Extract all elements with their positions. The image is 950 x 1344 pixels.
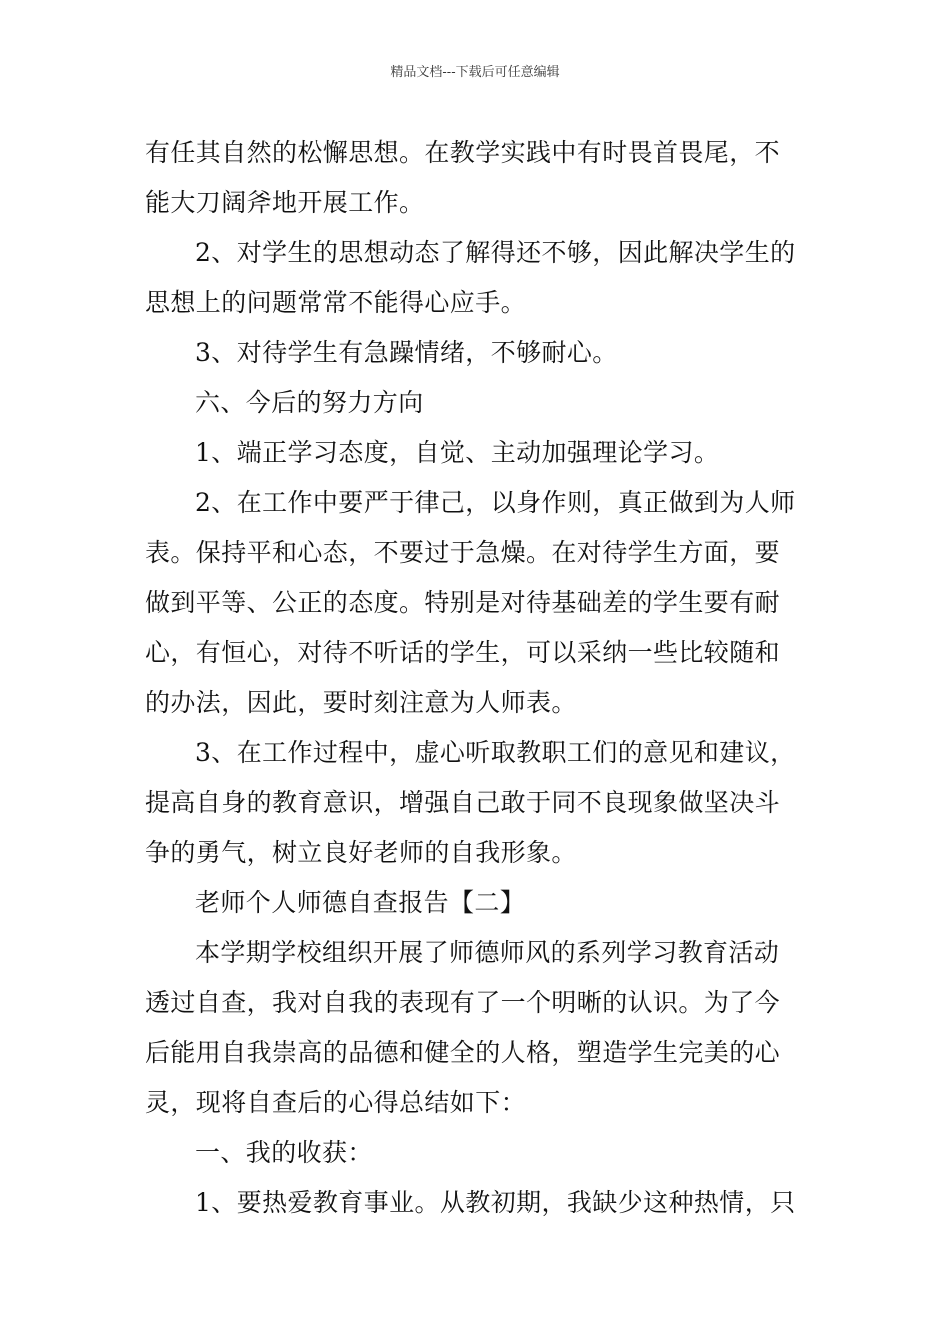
- text-line: 3、在工作过程中，虚心听取教职工们的意见和建议，: [195, 738, 796, 767]
- text-line: 本学期学校组织开展了师德师风的系列学习教育活动: [195, 938, 780, 967]
- text-line: 做到平等、公正的态度。特别是对待基础差的学生要有耐: [145, 588, 781, 617]
- text-line: 灵，现将自查后的心得总结如下：: [145, 1088, 527, 1117]
- text-line: 一、我的收获：: [195, 1138, 373, 1167]
- text-line: 1、端正学习态度，自觉、主动加强理论学习。: [195, 438, 720, 467]
- text-line: 3、对待学生有急躁情绪，不够耐心。: [195, 338, 618, 367]
- text-line: 的办法，因此，要时刻注意为人师表。: [145, 688, 577, 717]
- text-line: 老师个人师德自查报告【二】: [195, 888, 526, 917]
- text-line: 1、要热爱教育事业。从教初期，我缺少这种热情，只: [195, 1188, 796, 1217]
- text-line: 后能用自我崇高的品德和健全的人格，塑造学生完美的心: [145, 1038, 781, 1067]
- text-line: 争的勇气，树立良好老师的自我形象。: [145, 838, 577, 867]
- text-line: 有任其自然的松懈思想。在教学实践中有时畏首畏尾，不: [145, 138, 781, 167]
- text-line: 2、在工作中要严于律己，以身作则，真正做到为人师: [195, 488, 796, 517]
- text-line: 思想上的问题常常不能得心应手。: [145, 288, 527, 317]
- text-line: 能大刀阔斧地开展工作。: [145, 188, 425, 217]
- text-line: 心，有恒心，对待不听话的学生，可以采纳一些比较随和: [145, 638, 781, 667]
- text-line: 2、对学生的思想动态了解得还不够，因此解决学生的: [195, 238, 796, 267]
- text-line: 透过自查，我对自我的表现有了一个明晰的认识。为了今: [145, 988, 781, 1017]
- text-line: 六、今后的努力方向: [195, 388, 424, 417]
- document-body: [145, 128, 807, 1228]
- text-line: 提高自身的教育意识，增强自己敢于同不良现象做坚决斗: [145, 788, 781, 817]
- text-line: 表。保持平和心态，不要过于急燥。在对待学生方面，要: [145, 538, 781, 567]
- page-header: 精品文档---下载后可任意编辑: [390, 65, 560, 80]
